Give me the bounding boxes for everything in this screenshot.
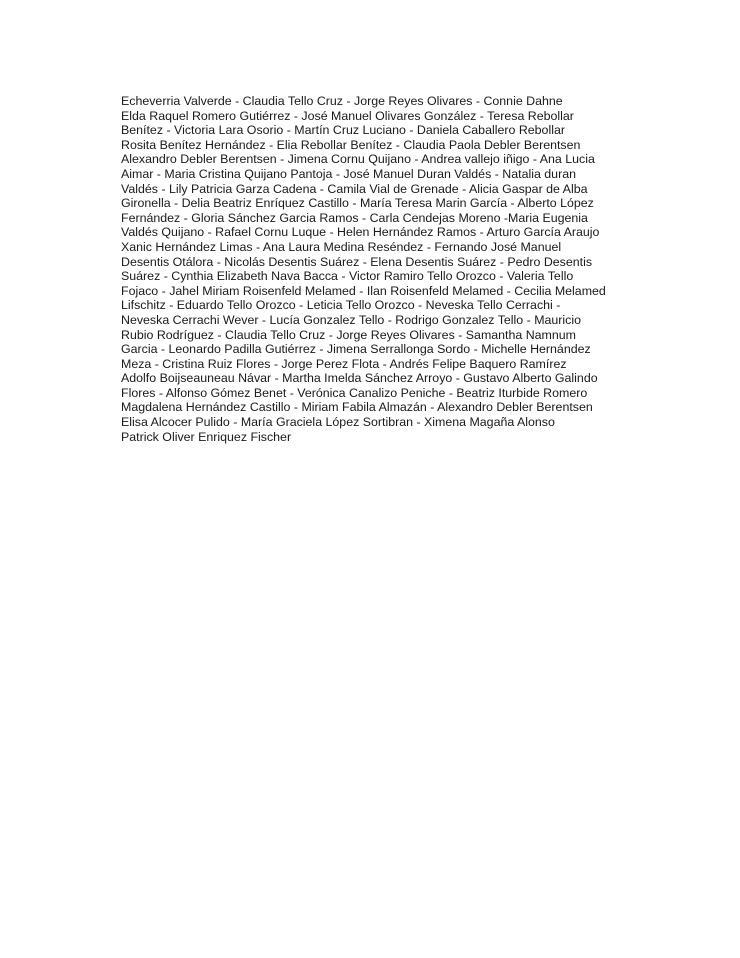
text-line: Neveska Cerrachi Wever - Lucía Gonzalez Tello - Rodrigo Gonzalez Tello - Mauricio <box>121 312 582 327</box>
text-line: Desentis Otálora - Nicolás Desentis Suárez - Elena Desentis Suárez - Pedro Desentis <box>121 254 593 269</box>
text-line: Xanic Hernández Limas - Ana Laura Medina Reséndez - Fernando José Manuel <box>121 239 562 254</box>
text-line: Magdalena Hernández Castillo - Miriam Fabila Almazán - Alexandro Debler Berentsen <box>121 400 593 415</box>
text-line: Elisa Alcocer Pulido - María Graciela López Sortibran - Ximena Magaña Alonso <box>121 415 555 430</box>
text-line: Benítez - Victoria Lara Osorio - Martín Cruz Luciano - Daniela Caballero Rebollar <box>121 123 565 138</box>
text-line: Suárez - Cynthia Elizabeth Nava Bacca - Victor Ramiro Tello Orozco - Valeria Tello <box>121 269 574 284</box>
text-line: Rosita Benítez Hernández - Elia Rebollar Benítez - Claudia Paola Debler Berentsen <box>121 137 581 152</box>
text-line: Patrick Oliver Enriquez Fischer <box>121 429 292 444</box>
text-line: Rubio Rodríguez - Claudia Tello Cruz - Jorge Reyes Olivares - Samantha Namnum <box>121 327 576 342</box>
text-line: Flores - Alfonso Gómez Benet - Verónica Canalizo Peniche - Beatriz Iturbide Romero <box>121 385 588 400</box>
text-line: Meza - Cristina Ruiz Flores - Jorge Perez Flota - Andrés Felipe Baquero Ramírez <box>121 356 567 371</box>
text-line: Adolfo Boijseauneau Návar - Martha Imelda Sánchez Arroyo - Gustavo Alberto Galindo <box>121 371 598 386</box>
text-line: Fernández - Gloria Sánchez Garcia Ramos - Carla Cendejas Moreno -Maria Eugenia <box>121 210 588 225</box>
text-line: Fojaco - Jahel Miriam Roisenfeld Melamed - Ilan Roisenfeld Melamed - Cecilia Melamed <box>121 283 606 298</box>
text-line: Echeverria Valverde - Claudia Tello Cruz - Jorge Reyes Olivares - Connie Dahne <box>121 94 563 108</box>
text-line: Lifschitz - Eduardo Tello Orozco - Leticia Tello Orozco - Neveska Tello Cerrachi - <box>121 298 561 313</box>
text-line: Alexandro Debler Berentsen - Jimena Cornu Quijano - Andrea vallejo iñigo - Ana Lucia <box>121 152 595 167</box>
names-paragraph <box>121 94 641 444</box>
text-line: Aimar - Maria Cristina Quijano Pantoja - José Manuel Duran Valdés - Natalia duran <box>121 166 576 181</box>
text-line: Valdés - Lily Patricia Garza Cadena - Camila Vial de Grenade - Alicia Gaspar de Alba <box>121 181 588 196</box>
text-line: Gironella - Delia Beatriz Enríquez Castillo - María Teresa Marin García - Alberto López <box>121 196 594 211</box>
text-line: Elda Raquel Romero Gutiérrez - José Manuel Olivares González - Teresa Rebollar <box>121 108 574 123</box>
text-line: Garcia - Leonardo Padilla Gutiérrez - Jimena Serrallonga Sordo - Michelle Hernández <box>121 342 591 357</box>
text-line: Valdés Quijano - Rafael Cornu Luque - Helen Hernández Ramos - Arturo García Araujo <box>121 225 600 240</box>
